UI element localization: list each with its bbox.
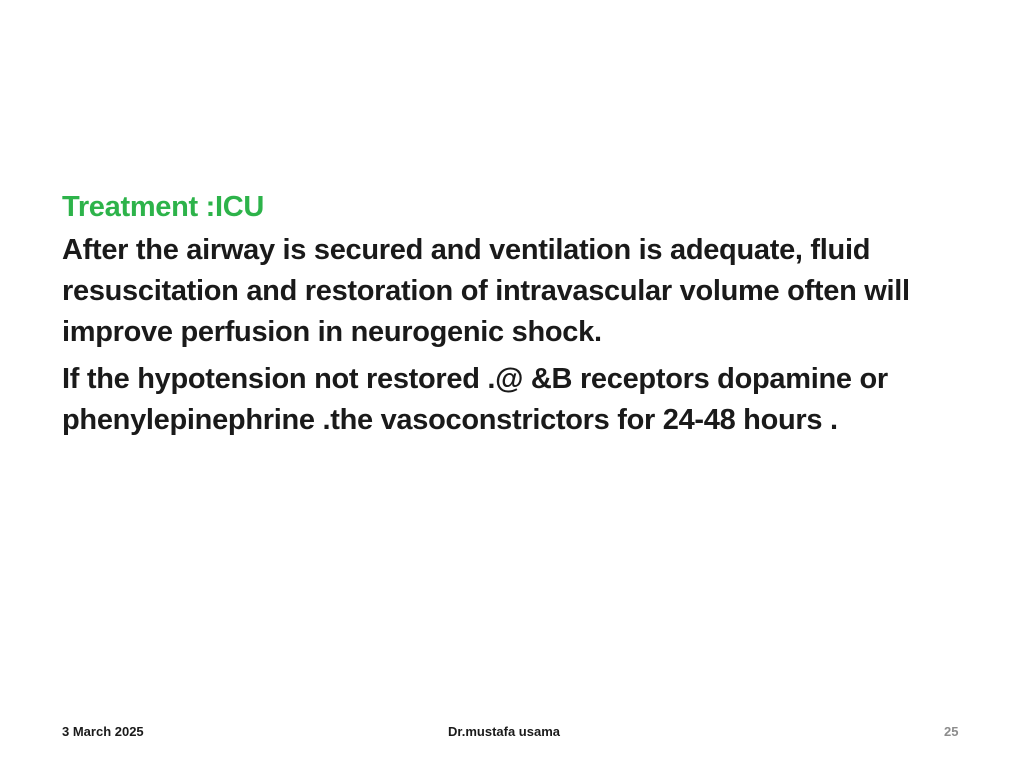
slide-heading: Treatment :ICU — [62, 191, 265, 223]
page-number: 25 — [944, 724, 959, 739]
slide-content — [62, 188, 962, 447]
footer-author: Dr.mustafa usama — [448, 724, 560, 739]
paragraph-hypotension: If the hypotension not restored .@ &B receptors dopamine or phenylepinephrine .the vasoconstrictors for 24-48 hours . — [62, 363, 888, 436]
paragraph-airway: After the airway is secured and ventilation is adequate, fluid resuscitation and restoration of intravascular volume often will improve perfusion in neurogenic shock. — [62, 234, 910, 348]
footer-date: 3 March 2025 — [62, 724, 144, 739]
